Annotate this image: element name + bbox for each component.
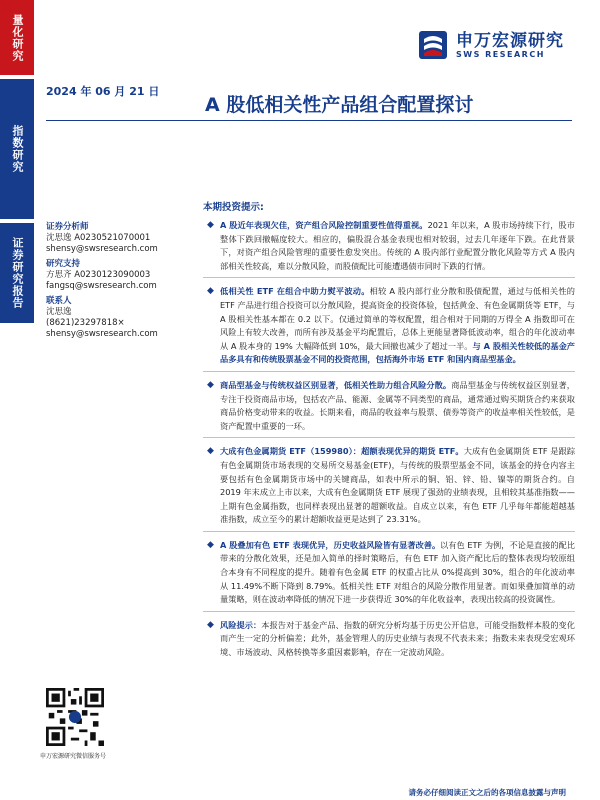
- analyst-name: 沈思逸 A0230521070001: [46, 233, 151, 243]
- item-body: 商品型基金与传统权益区别显著，专注于投资商品市场，包括农产品、能源、金属等不同类型的商品，通常通过购买期货合约来获取商品价格变动带来的收益。长期来看，商品的收益率与股票、债券等资产的收益率相关性较低，是资产配置中重要的一环。: [220, 379, 575, 431]
- item-emphasis: 与 A 股相关性较低的基金产品多具有和传统股票基金不同的投资范围，包括海外市场 ETF 和国内商品型基金。: [220, 340, 575, 365]
- item-lead: A 股近年表现欠佳，资产组合风险控制重要性值得重视。: [220, 220, 428, 230]
- diamond-bullet-icon: ◆: [207, 446, 214, 457]
- summary-item: [203, 285, 575, 372]
- report-date: 2024 年 06 月 21 日: [46, 85, 160, 98]
- tab-label: 证券研究报告: [11, 237, 24, 309]
- contact-name: 沈思逸: [46, 307, 72, 317]
- tab-quant-research: [0, 0, 34, 75]
- contact-phone: (8621)23297818×: [46, 318, 125, 328]
- diamond-bullet-icon: ◆: [207, 220, 214, 230]
- support-name: 方思齐 A0230123090003: [46, 270, 151, 280]
- item-body: 以有色 ETF 为例，不论是直接的配比带来的分散化效果，还是加入简单的择时策略后，有色 ETF 加入资产配比后的整体表现均较原组合本身有不同程度的提升。随着有色金属 ETF 的权重占比从 0%提高到 30%，组合的年化波动率从 11.49%不断下降到 8.79%。低相关性 ETF 对组合的风险分散作用显著。而如果叠加简单的动量策略，则在波动率降低的情况下进一步获得近 30%的年化收益率，表现出较高的投资属性。: [220, 539, 575, 605]
- summary-item: [203, 619, 575, 664]
- item-lead: 大成有色金属期货 ETF（159980）：超额表现优异的期货 ETF。: [220, 446, 464, 457]
- summary-list: [203, 219, 575, 671]
- item-lead: 商品型基金与传统权益区别显著，低相关性助力组合风险分散。: [220, 379, 452, 390]
- tab-index-research: [0, 79, 34, 219]
- item-body: 本报告对于基金产品、指数的研究分析均基于历史公开信息，可能受指数样本股的变化而产生一定的分析偏差；此外，基金管理人的历史业绩与表现不代表未来；指数未来表现受宏观环境、市场波动、风格转换等多重因素影响，存在一定波动风险。: [220, 619, 575, 658]
- tab-label: 指数研究: [11, 125, 24, 173]
- logo-chinese-name: 申万宏源研究: [456, 30, 564, 51]
- support-role: 研究支持: [46, 259, 81, 269]
- diamond-bullet-icon: ◆: [207, 619, 214, 630]
- item-body: 大成有色金属期货 ETF 是跟踪有色金属期货市场表现的交易所交易基金(ETF)，与传统的股票型基金不同，该基金的持仓内容主要包括有色金属期货市场中的关键商品，如表中所示的铜、铝、锌、铅、镍等的期货合约。自 2019 年末成立上市以来，大成有色金属期货 ETF 展现了强劲的业绩表现，且相较其基准指数——上期有色金属指数，也同样表现出显著的超额收益。自成立以来，有色 ETF 几乎每年都能超越基准指数，成立至今的累计超额收益更是达到了 23.31%。: [220, 446, 576, 525]
- logo-english-name: SWS RESEARCH: [456, 49, 545, 59]
- contact-role: 联系人: [46, 296, 72, 306]
- diamond-bullet-icon: ◆: [207, 539, 214, 550]
- report-title: A 股低相关性产品组合配置探讨: [205, 94, 474, 116]
- disclaimer-footer: 请务必仔细阅读正文之后的各项信息披露与声明: [408, 788, 566, 797]
- item-lead: 风险提示：: [220, 619, 262, 630]
- summary-heading: 本期投资提示:: [203, 202, 264, 213]
- left-sidebar: [0, 0, 42, 800]
- summary-item: [203, 219, 575, 278]
- qr-label: 申万宏源研究微信服务号: [40, 753, 107, 760]
- contact-email: shensy@swsresearch.com: [46, 329, 158, 339]
- tab-label: 量化研究: [11, 13, 24, 62]
- company-logo: [418, 30, 564, 60]
- support-email: fangsq@swsresearch.com: [46, 281, 157, 291]
- analyst-email: shensy@swsresearch.com: [46, 244, 158, 254]
- analyst-role: 证券分析师: [46, 222, 89, 232]
- item-body: 相较 A 股内部行业分散和股债配置，通过与低相关性的 ETF 产品进行组合投资可以分散风险，提高资金的投资体验，包括黄金、有色金属期货等 ETF，与 A 股相关性基本都在 0.2 以下。仅通过简单的等权配置，组合相对于同期的万得全 A 指数即可在风险上有较大改善，而所有涉及基金平均配置后，总体上更能显著降低波动率，组合的年化波动率从 A 股本身的 19% 大幅降低到 10%，最大回撤也减少了超过一半。: [220, 286, 575, 351]
- summary-item: [203, 539, 575, 612]
- tab-securities-report: [0, 223, 34, 323]
- item-lead: 低相关性 ETF 在组合中助力熨平波动。: [220, 286, 370, 297]
- header-divider: [46, 120, 572, 121]
- diamond-bullet-icon: ◆: [207, 286, 214, 297]
- qr-code-icon: [46, 688, 104, 746]
- analyst-info: [46, 218, 198, 340]
- diamond-bullet-icon: ◆: [207, 379, 214, 390]
- item-lead: A 股叠加有色 ETF 表现优异，历史收益风险皆有显著改善。: [220, 539, 441, 550]
- summary-item: [203, 379, 575, 438]
- summary-item: [203, 445, 575, 532]
- item-body: 2021 年以来，A 股市场持续下行，股市整体下跌回撤幅度较大。相应的，偏股混合基金表现也相对较弱，过去几年逐年下跌。在此背景下，对资产组合风险管理的重要性愈发突出。传统的 A 股内部行业配置分散化风险等方式 A 股内部相关性较高，难以分散风险，而股债配比可能遭遇债市同时下跌的行情。: [220, 220, 575, 271]
- sws-logo-icon: [418, 30, 448, 60]
